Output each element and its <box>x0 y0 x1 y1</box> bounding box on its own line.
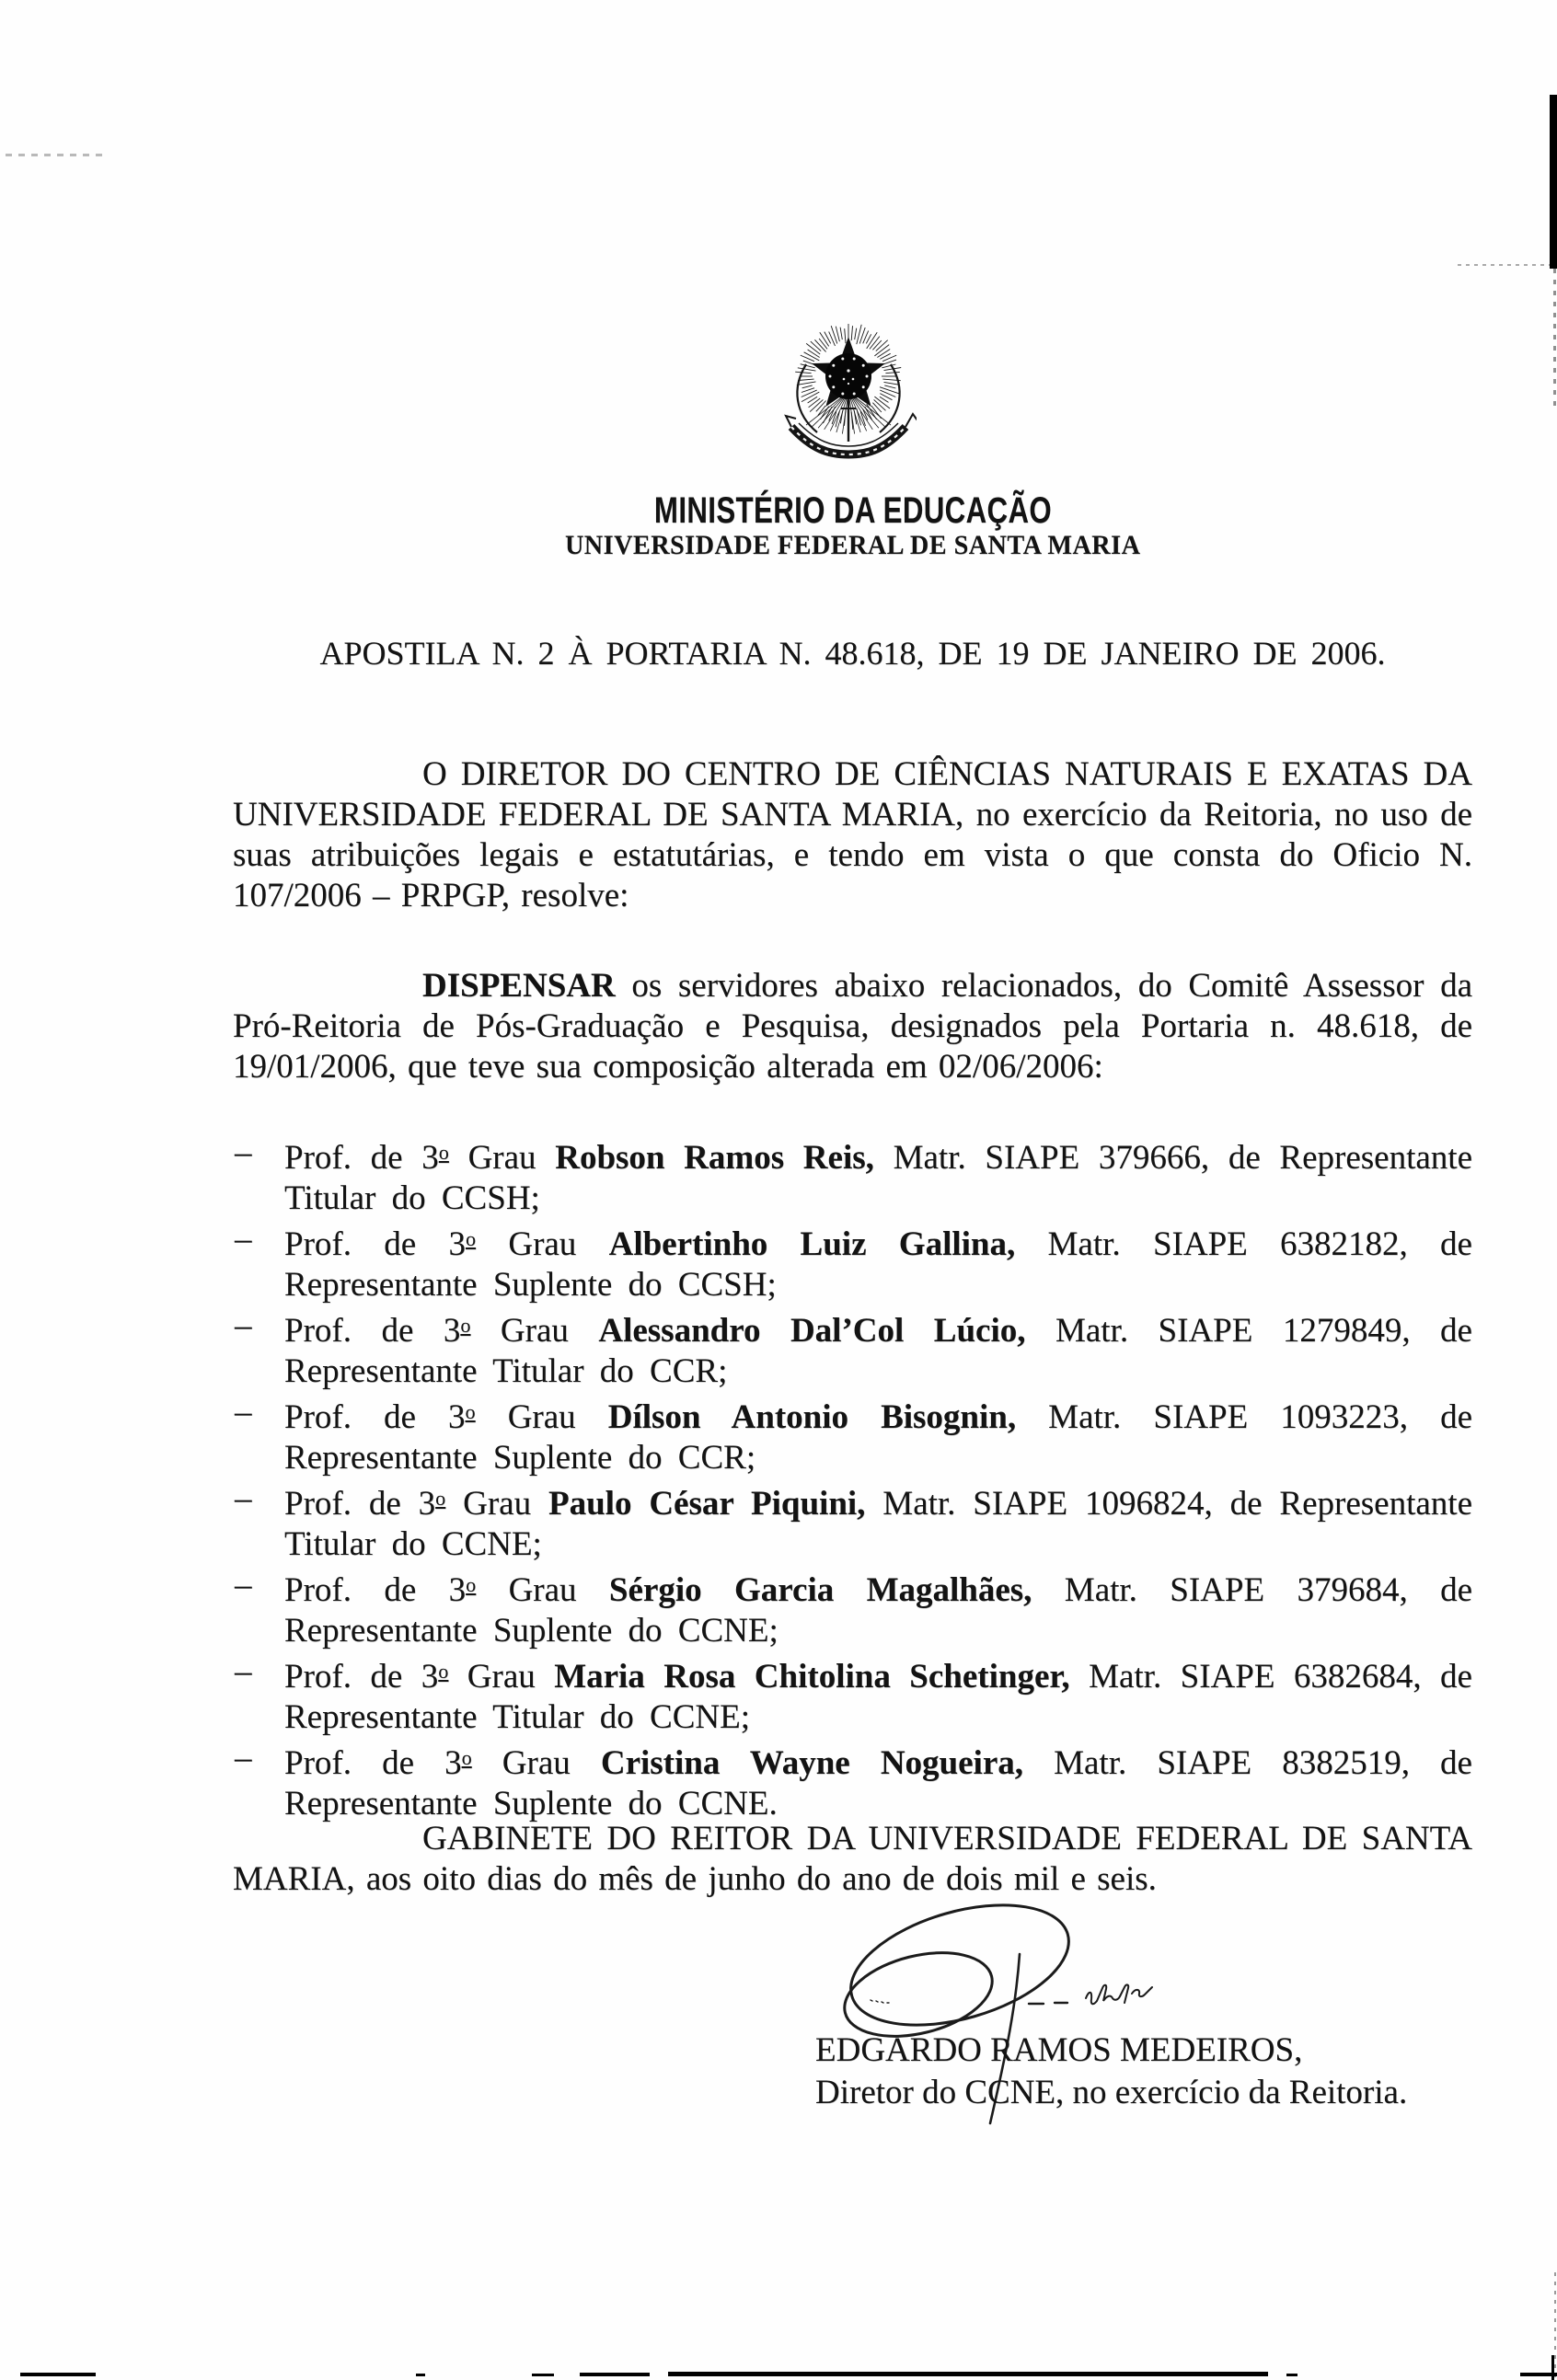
closing-paragraph: GABINETE DO REITOR DA UNIVERSIDADE FEDERAL DE SANTA MARIA, aos oito dias do mês de junho do ano de dois mil e seis. <box>233 1820 1472 1898</box>
scan-artifact-bottom-edge <box>1551 2355 1554 2380</box>
item-suffix: Matr. SIAPE 1096824, de Representante Titular do CCNE; <box>284 1484 1472 1563</box>
item-ordinal-digit: 3 <box>443 1311 461 1350</box>
item-ordinal-digit: 3 <box>421 1657 439 1696</box>
signatory-role: Diretor do CCNE, no exercício da Reitoria. <box>815 2074 1408 2111</box>
item-grau-word: Grau <box>476 1224 609 1263</box>
item-prefix: Prof. de <box>284 1397 449 1436</box>
scan-artifact-bottom-edge <box>532 2374 554 2376</box>
intro-paragraph: O DIRETOR DO CENTRO DE CIÊNCIAS NATURAIS E EXATAS DA UNIVERSIDADE FEDERAL DE SANTA MARIA, no exercício da Reitoria, no uso de suas atribuições legais e estatutárias, e tendo em vista o que consta do Oficio N. 107/2006 – PRPGP, resolve: <box>233 755 1472 914</box>
scan-artifact-bottom-edge <box>1286 2374 1298 2376</box>
list-item <box>233 1565 1472 1651</box>
item-ordinal-digit: 3 <box>418 1484 436 1523</box>
item-suffix: Matr. SIAPE 6382684, de Representante Titular do CCNE; <box>284 1657 1472 1736</box>
university-name: UNIVERSIDADE FEDERAL DE SANTA MARIA <box>565 530 1141 560</box>
item-suffix: Matr. SIAPE 6382182, de Representante Suplente do CCSH; <box>284 1224 1472 1304</box>
item-ordinal-sup: o <box>460 1313 471 1337</box>
dispensar-text: os servidores abaixo relacionados, do Comitê Assessor da Pró-Reitoria de Pós-Graduação e Pesquisa, designados pela Portaria n. 48.618, de 19/01/2006, que teve sua composição alterada em 02/06/2006: <box>233 967 1472 1086</box>
item-dash-marker: – <box>235 1219 252 1258</box>
scan-artifact-bottom-edge <box>416 2374 425 2376</box>
item-dash-marker: – <box>235 1738 252 1776</box>
item-ordinal-digit: 3 <box>444 1743 462 1782</box>
item-suffix: Matr. SIAPE 1093223, de Representante Suplente do CCR; <box>284 1397 1472 1477</box>
scan-artifact-bottom-edge <box>580 2373 650 2376</box>
item-grau-word: Grau <box>475 1397 608 1436</box>
scan-artifact-bottom-edge <box>668 2372 1268 2376</box>
item-ordinal-digit: 3 <box>421 1138 439 1177</box>
item-grau-word: Grau <box>448 1138 556 1177</box>
item-grau-word: Grau <box>448 1657 555 1696</box>
professor-name: Robson Ramos Reis, <box>555 1138 874 1177</box>
item-ordinal-sup: o <box>465 1226 477 1250</box>
item-suffix: Matr. SIAPE 1279849, de Representante Titular do CCR; <box>284 1311 1472 1390</box>
list-item <box>233 1219 1472 1305</box>
item-prefix: Prof. de <box>284 1484 419 1523</box>
item-ordinal-sup: o <box>461 1745 472 1769</box>
item-ordinal-digit: 3 <box>448 1224 466 1263</box>
item-grau-word: Grau <box>476 1570 609 1609</box>
dispensar-keyword: DISPENSAR <box>422 967 616 1005</box>
item-ordinal-sup: o <box>438 1659 449 1683</box>
item-prefix: Prof. de <box>284 1743 445 1782</box>
item-dash-marker: – <box>235 1478 252 1517</box>
document-title: APOSTILA N. 2 À PORTARIA N. 48.618, DE 19 DE JANEIRO DE 2006. <box>319 635 1386 672</box>
scan-artifact-right-edge-bar <box>1550 95 1557 269</box>
scan-artifact-bottom-edge <box>20 2373 96 2376</box>
list-item <box>233 1133 1472 1219</box>
professor-name: Cristina Wayne Nogueira, <box>600 1743 1023 1782</box>
professor-name: Dílson Antonio Bisognin, <box>607 1397 1017 1436</box>
professor-name: Alessandro Dal’Col Lúcio, <box>598 1311 1026 1350</box>
item-dash-marker: – <box>235 1392 252 1431</box>
professor-name: Maria Rosa Chitolina Schetinger, <box>554 1657 1070 1696</box>
item-dash-marker: – <box>235 1651 252 1690</box>
item-ordinal-digit: 3 <box>448 1397 466 1436</box>
scan-artifact-right-edge-dots <box>1553 269 1556 407</box>
list-item <box>233 1738 1472 1824</box>
list-item <box>233 1478 1472 1565</box>
item-prefix: Prof. de <box>284 1138 422 1177</box>
item-suffix: Matr. SIAPE 379684, de Representante Suplente do CCNE; <box>284 1570 1472 1650</box>
item-ordinal-sup: o <box>435 1486 446 1510</box>
item-ordinal-sup: o <box>438 1141 449 1164</box>
item-prefix: Prof. de <box>284 1311 444 1350</box>
item-prefix: Prof. de <box>284 1224 449 1263</box>
item-dash-marker: – <box>235 1565 252 1604</box>
scan-artifact-dotted-line-right <box>1458 264 1550 266</box>
dispensar-paragraph <box>233 966 1472 1087</box>
item-suffix: Matr. SIAPE 8382519, de Representante Suplente do CCNE. <box>284 1743 1472 1822</box>
professor-name: Paulo César Piquini, <box>548 1484 866 1523</box>
professor-list <box>233 1133 1472 1824</box>
professor-name: Albertinho Luiz Gallina, <box>608 1224 1016 1263</box>
item-ordinal-sup: o <box>465 1399 476 1423</box>
professor-name: Sérgio Garcia Magalhães, <box>608 1570 1032 1609</box>
item-dash-marker: – <box>235 1305 252 1344</box>
coat-of-arms-brazil <box>780 318 917 464</box>
letterhead <box>149 491 1557 560</box>
list-item <box>233 1392 1472 1478</box>
scan-artifact-right-edge-dots-bottom <box>1554 2272 1556 2380</box>
item-prefix: Prof. de <box>284 1657 421 1696</box>
item-ordinal-sup: o <box>466 1572 477 1596</box>
item-prefix: Prof. de <box>284 1570 449 1609</box>
item-grau-word: Grau <box>470 1311 599 1350</box>
item-grau-word: Grau <box>471 1743 601 1782</box>
item-grau-word: Grau <box>445 1484 548 1523</box>
signatory-name: EDGARDO RAMOS MEDEIROS, <box>815 2031 1303 2069</box>
item-ordinal-digit: 3 <box>448 1570 467 1609</box>
signature-block <box>815 2029 1515 2114</box>
list-item <box>233 1305 1472 1392</box>
list-item <box>233 1651 1472 1738</box>
ministry-name: MINISTÉRIO DA EDUCAÇÃO <box>653 490 1053 531</box>
item-dash-marker: – <box>235 1133 252 1171</box>
item-suffix: Matr. SIAPE 379666, de Representante Titular do CCSH; <box>284 1138 1472 1217</box>
scan-artifact-dotted-line-top-left <box>6 154 109 156</box>
